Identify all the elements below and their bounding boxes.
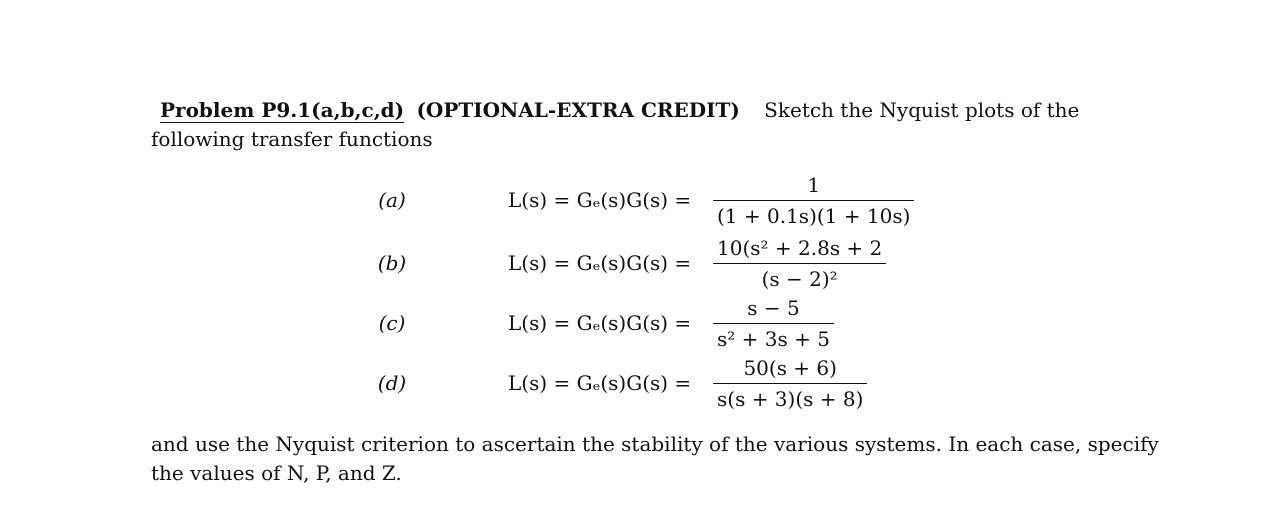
equation-label: (c) bbox=[378, 311, 406, 335]
transfer-function-fraction bbox=[713, 235, 886, 292]
equation-lhs: L(s) = Gₑ(s)G(s) = bbox=[508, 251, 692, 275]
fraction-denominator: (s − 2)² bbox=[761, 267, 838, 291]
fraction-denominator: s² + 3s + 5 bbox=[717, 327, 830, 351]
problem-statement-line-2: following transfer functions bbox=[151, 127, 433, 151]
fraction-numerator: 50(s + 6) bbox=[743, 356, 837, 380]
transfer-function-fraction bbox=[713, 295, 834, 352]
problem-statement-line-1 bbox=[151, 96, 1141, 125]
equation-lhs: L(s) = Gₑ(s)G(s) = bbox=[508, 371, 692, 395]
equation-row-c bbox=[0, 295, 1262, 353]
equation-row-a bbox=[0, 172, 1262, 230]
transfer-function-fraction bbox=[713, 355, 867, 412]
equation-label: (d) bbox=[377, 371, 407, 395]
fraction-bar bbox=[713, 200, 914, 201]
instruction-text: Sketch the Nyquist plots of the bbox=[764, 98, 1080, 122]
equation-lhs: L(s) = Gₑ(s)G(s) = bbox=[508, 311, 692, 335]
fraction-bar bbox=[713, 263, 886, 264]
problem-label: Problem P9.1(a,b,c,d) bbox=[160, 98, 405, 122]
fraction-bar bbox=[713, 383, 867, 384]
equation-label: (a) bbox=[378, 188, 406, 212]
closing-statement-line-1: and use the Nyquist criterion to ascertain the stability of the various systems. In each case, specify bbox=[151, 432, 1159, 456]
fraction-numerator: 10(s² + 2.8s + 2 bbox=[717, 236, 883, 260]
fraction-denominator: (1 + 0.1s)(1 + 10s) bbox=[717, 204, 911, 228]
extra-credit-label: (OPTIONAL-EXTRA CREDIT) bbox=[416, 98, 740, 122]
fraction-denominator: s(s + 3)(s + 8) bbox=[717, 387, 864, 411]
fraction-numerator: s − 5 bbox=[747, 296, 800, 320]
equation-label: (b) bbox=[377, 251, 407, 275]
fraction-bar bbox=[713, 323, 834, 324]
fraction-numerator: 1 bbox=[807, 173, 821, 197]
closing-statement-line-2: the values of N, P, and Z. bbox=[151, 461, 402, 485]
equation-row-d bbox=[0, 355, 1262, 413]
equation-lhs: L(s) = Gₑ(s)G(s) = bbox=[508, 188, 692, 212]
equation-row-b bbox=[0, 235, 1262, 293]
transfer-function-fraction bbox=[713, 172, 914, 229]
